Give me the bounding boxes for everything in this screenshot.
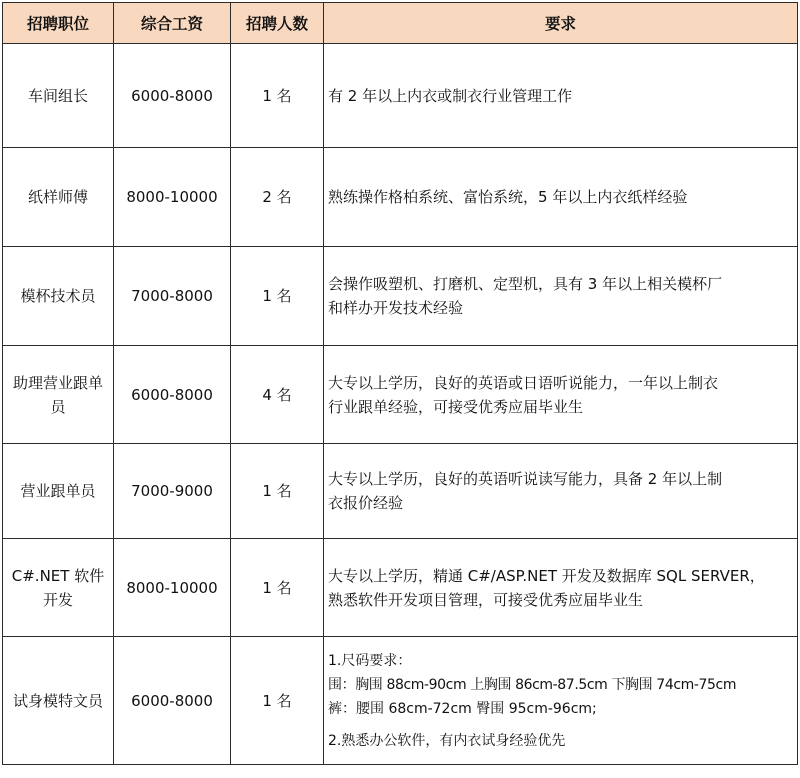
count-cell: 1 名 <box>231 247 324 346</box>
salary-cell: 8000-10000 <box>114 539 231 637</box>
requirement-line: 大专以上学历，良好的英语听说读写能力，具备 2 年以上制 <box>328 470 723 488</box>
position-cell: 试身模特文员 <box>3 637 114 765</box>
requirement-spacer <box>328 721 795 729</box>
requirements-cell <box>324 444 798 539</box>
requirement-line: 和样办开发技术经验 <box>328 299 464 317</box>
salary-cell: 6000-8000 <box>114 637 231 765</box>
position-cell: 车间组长 <box>3 44 114 148</box>
count-cell: 1 名 <box>231 637 324 765</box>
requirement-line: 1.尺码要求： <box>328 652 412 669</box>
requirement-line: 大专以上学历，精通 C#/ASP.NET 开发及数据库 SQL SERVER， <box>328 566 765 585</box>
requirement-line: 有 2 年以上内衣或制衣行业管理工作 <box>328 86 573 105</box>
requirement-line: 熟悉软件开发项目管理，可接受优秀应届毕业生 <box>328 590 644 609</box>
header-row <box>3 3 798 44</box>
salary-cell: 7000-8000 <box>114 247 231 346</box>
requirements-cell <box>324 44 798 148</box>
position-cell: 助理营业跟单员 <box>3 346 114 444</box>
count-cell: 1 名 <box>231 539 324 637</box>
count-cell: 4 名 <box>231 346 324 444</box>
header-salary: 综合工资 <box>114 3 231 44</box>
salary-cell: 8000-10000 <box>114 148 231 247</box>
requirement-line: 围：胸围 88cm-90cm 上胸围 86cm-87.5cm 下胸围 74cm-75cm <box>328 676 737 693</box>
table-row <box>3 148 798 247</box>
header-count: 招聘人数 <box>231 3 324 44</box>
table-row <box>3 247 798 346</box>
count-cell: 1 名 <box>231 444 324 539</box>
salary-cell: 7000-9000 <box>114 444 231 539</box>
requirement-line: 大专以上学历，良好的英语或日语听说能力，一年以上制衣 <box>328 373 719 392</box>
requirement-line: 2.熟悉办公软件，有内衣试身经验优先 <box>328 732 566 749</box>
requirement-line: 裤：腰围 68cm-72cm 臀围 95cm-96cm; <box>328 700 597 717</box>
requirements-cell <box>324 637 798 765</box>
requirements-cell <box>324 539 798 637</box>
requirement-line: 熟练操作格柏系统、富怡系统，5 年以上内衣纸样经验 <box>328 188 688 206</box>
table-row <box>3 444 798 539</box>
table-row <box>3 539 798 637</box>
requirements-cell <box>324 247 798 346</box>
salary-cell: 6000-8000 <box>114 44 231 148</box>
requirements-cell <box>324 346 798 444</box>
count-cell: 1 名 <box>231 44 324 148</box>
requirement-line: 衣报价经验 <box>328 494 404 512</box>
count-cell: 2 名 <box>231 148 324 247</box>
requirement-line: 行业跟单经验，可接受优秀应届毕业生 <box>328 397 584 416</box>
header-requirements: 要求 <box>324 3 798 44</box>
table-row <box>3 637 798 765</box>
position-cell: 模杯技术员 <box>3 247 114 346</box>
salary-cell: 6000-8000 <box>114 346 231 444</box>
header-position: 招聘职位 <box>3 3 114 44</box>
position-cell: C#.NET 软件开发 <box>3 539 114 637</box>
position-cell: 纸样师傅 <box>3 148 114 247</box>
requirement-line: 会操作吸塑机、打磨机、定型机，具有 3 年以上相关模杯厂 <box>328 275 723 293</box>
table-row <box>3 346 798 444</box>
position-cell: 营业跟单员 <box>3 444 114 539</box>
recruitment-table <box>2 2 798 765</box>
requirements-cell <box>324 148 798 247</box>
table-row <box>3 44 798 148</box>
